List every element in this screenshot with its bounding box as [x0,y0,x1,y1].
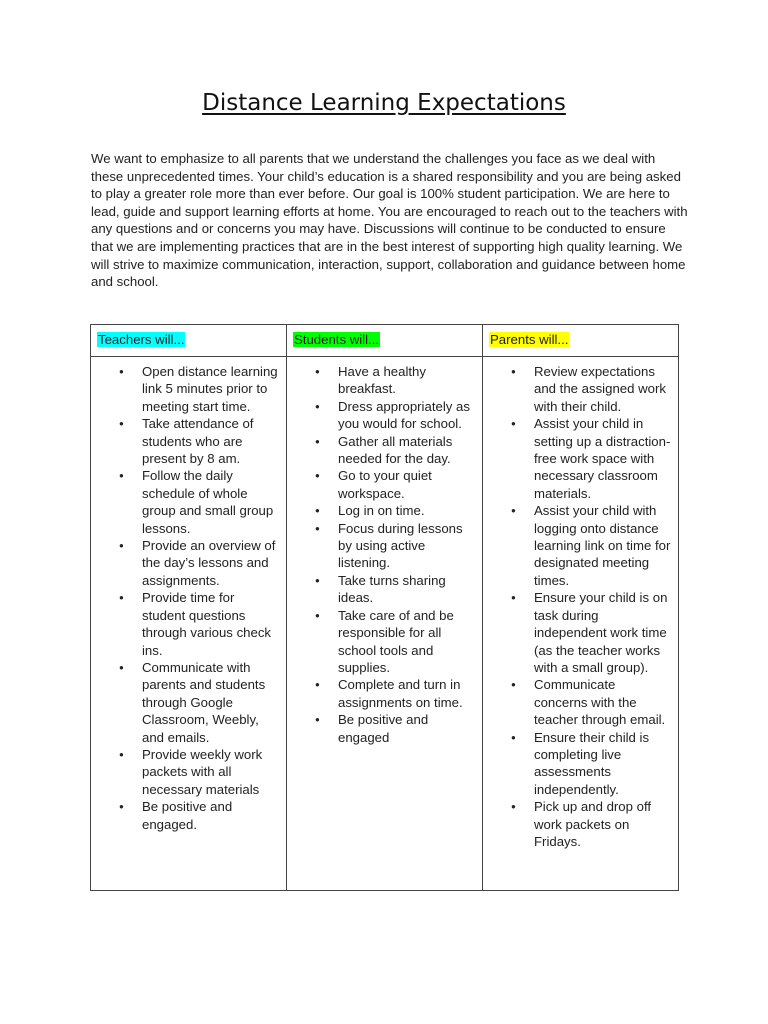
list-item: ● Go to your quiet workspace. [338,467,476,502]
list-item: ● Provide time for student questions through various check ins. [142,589,280,659]
header-cell-parents [483,325,679,357]
parents-list [489,363,672,850]
list-item: ● Be positive and engaged. [142,798,280,833]
header-students: Students will... [294,332,380,347]
list-item: ● Log in on time. [338,502,476,519]
list-item: ● Complete and turn in assignments on time. [338,676,476,711]
teachers-cell [91,357,287,891]
teachers-list [97,363,280,833]
list-item: ● Communicate with parents and students through Google Classroom, Weebly, and emails. [142,659,280,746]
intro-paragraph: We want to emphasize to all parents that we understand the challenges you face as we deal with these unprecedented times. Your child’s education is a shared responsibility and you are being asked to play a greater role more than ever before. Our goal is 100% student participation. We are here to lead, guide and support learning efforts at home. You are encouraged to reach out to the teachers with any questions and or concerns you may have. Discussions will continue to be conducted to ensure that we are implementing practices that are in the best interest of supporting high quality learning. We will strive to maximize communication, interaction, support, collaboration and guidance between home and school. [91,151,688,290]
list-item: ● Provide weekly work packets with all necessary materials [142,746,280,798]
header-cell-teachers [91,325,287,357]
list-item: ● Follow the daily schedule of whole group and small group lessons. [142,467,280,537]
header-parents: Parents will... [490,332,569,347]
list-item: ● Ensure their child is completing live assessments independently. [534,729,672,799]
parents-cell [483,357,679,891]
table-header-row [91,325,679,357]
list-item: ● Have a healthy breakfast. [338,363,476,398]
page-title: Distance Learning Expectations [202,90,566,116]
list-item: ● Review expectations and the assigned work with their child. [534,363,672,415]
table-body-row [91,357,679,891]
list-item: ● Assist your child with logging onto distance learning link on time for designated meeting times. [534,502,672,589]
list-item: ● Be positive and engaged [338,711,476,746]
list-item: ● Provide an overview of the day’s lessons and assignments. [142,537,280,589]
list-item: ● Take care of and be responsible for all school tools and supplies. [338,607,476,677]
list-item: ● Assist your child in setting up a distraction-free work space with necessary classroom materials. [534,415,672,502]
list-item: ● Focus during lessons by using active listening. [338,520,476,572]
list-item: ● Pick up and drop off work packets on Fridays. [534,798,672,850]
list-item: ● Dress appropriately as you would for school. [338,398,476,433]
expectations-table [90,324,679,891]
header-teachers: Teachers will... [98,332,185,347]
list-item: ● Take attendance of students who are present by 8 am. [142,415,280,467]
list-item: ● Take turns sharing ideas. [338,572,476,607]
header-cell-students [287,325,483,357]
students-list [293,363,476,746]
list-item: ● Gather all materials needed for the day. [338,433,476,468]
list-item: ● Open distance learning link 5 minutes prior to meeting start time. [142,363,280,415]
list-item: ● Communicate concerns with the teacher through email. [534,676,672,728]
list-item: ● Ensure your child is on task during independent work time (as the teacher works with a small group). [534,589,672,676]
students-cell [287,357,483,891]
